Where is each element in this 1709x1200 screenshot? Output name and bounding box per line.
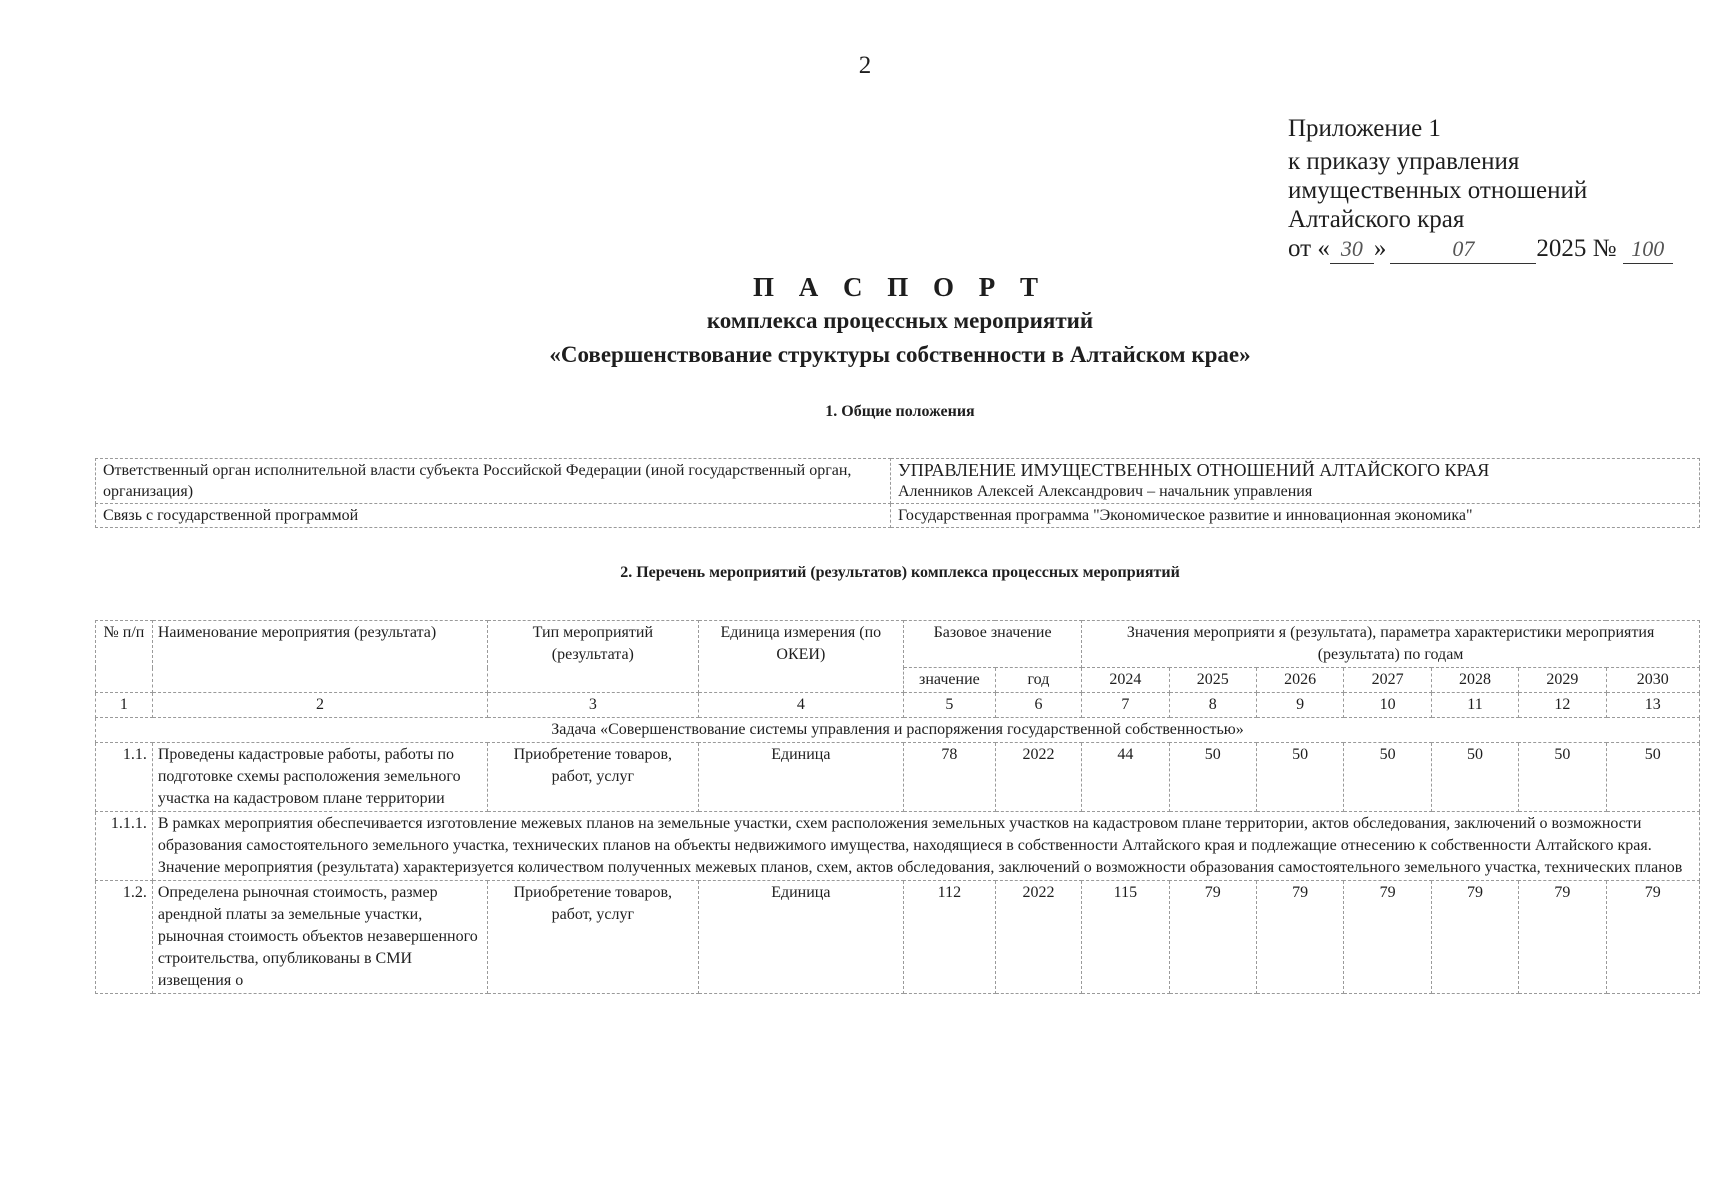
column-number: 10 bbox=[1344, 693, 1431, 718]
table-cell-value: Государственная программа "Экономическое развитие и инновационная экономика" bbox=[891, 504, 1700, 528]
header-year: 2030 bbox=[1606, 668, 1699, 693]
date-mid: » bbox=[1373, 235, 1387, 262]
row-name: Проведены кадастровые работы, работы по подготовке схемы расположения земельного участка на кадастровом плане территории bbox=[152, 743, 487, 812]
row-value: 79 bbox=[1256, 881, 1343, 994]
date-month: 07 bbox=[1390, 234, 1536, 264]
header-base-year: год bbox=[995, 668, 1081, 693]
header-year: 2025 bbox=[1169, 668, 1256, 693]
appendix-title: Приложение 1 bbox=[1288, 115, 1441, 142]
row-value: 115 bbox=[1082, 881, 1169, 994]
header-year: 2024 bbox=[1082, 668, 1169, 693]
row-value: 50 bbox=[1519, 743, 1606, 812]
column-number: 6 bbox=[995, 693, 1081, 718]
column-number: 8 bbox=[1169, 693, 1256, 718]
header-base: Базовое значение bbox=[904, 621, 1082, 668]
section2-heading: 2. Перечень мероприятий (результатов) комплекса процессных мероприятий bbox=[620, 564, 1180, 581]
header-name: Наименование мероприятия (результата) bbox=[152, 621, 487, 693]
date-day: 30 bbox=[1330, 234, 1374, 264]
column-number: 12 bbox=[1519, 693, 1606, 718]
row-base-value: 78 bbox=[904, 743, 996, 812]
appendix-line-order: к приказу управления bbox=[1288, 148, 1520, 175]
date-prefix: от « bbox=[1288, 235, 1330, 262]
row-value: 79 bbox=[1344, 881, 1431, 994]
row-unit: Единица bbox=[698, 743, 903, 812]
column-number: 2 bbox=[152, 693, 487, 718]
table-header-row bbox=[96, 621, 1700, 668]
header-base-value: значение bbox=[904, 668, 996, 693]
row-value: 50 bbox=[1344, 743, 1431, 812]
row-value: 50 bbox=[1256, 743, 1343, 812]
order-number: 100 bbox=[1623, 234, 1673, 264]
row-base-year: 2022 bbox=[995, 881, 1081, 994]
task-row bbox=[96, 718, 1700, 743]
appendix-line-region: Алтайского края bbox=[1288, 206, 1465, 233]
header-unit: Единица измерения (по ОКЕИ) bbox=[698, 621, 903, 693]
header-year: 2028 bbox=[1431, 668, 1518, 693]
row-value: 50 bbox=[1606, 743, 1699, 812]
column-number: 1 bbox=[96, 693, 153, 718]
appendix-line-department: имущественных отношений bbox=[1288, 177, 1588, 204]
column-number: 9 bbox=[1256, 693, 1343, 718]
header-year: 2029 bbox=[1519, 668, 1606, 693]
row-num: 1.2. bbox=[96, 881, 153, 994]
row-base-value: 112 bbox=[904, 881, 996, 994]
page-number: 2 bbox=[858, 52, 872, 79]
column-number: 13 bbox=[1606, 693, 1699, 718]
title-program-name: «Совершенствование структуры собственности в Алтайском крае» bbox=[549, 342, 1251, 367]
section1-heading: 1. Общие положения bbox=[825, 403, 975, 420]
table-row bbox=[96, 504, 1700, 528]
column-number: 5 bbox=[904, 693, 996, 718]
general-provisions-table bbox=[95, 458, 1700, 528]
title-subtitle: комплекса процессных мероприятий bbox=[706, 308, 1094, 333]
appendix-block bbox=[1288, 114, 1673, 264]
table-row bbox=[96, 459, 1700, 504]
header-values-by-year: Значения мероприяти я (результата), параметра характеристики мероприятия (результата) по годам bbox=[1082, 621, 1700, 668]
activities-table bbox=[95, 620, 1700, 994]
row-description: В рамках мероприятия обеспечивается изготовление межевых планов на земельные участки, схем расположения земельных участков на кадастровом плане территории, актов обследования, заключений о возможности образования самостоятельного земельного участка, технических планов на объекты недвижимого имущества, находящиеся в собственности Алтайского края и подлежащие отнесению к собственности Алтайского края. Значение мероприятия (результата) характеризуется количеством полученных межевых планов, схем, актов обследования, заключений о возможности образования самостоятельного земельного участка, технических планов bbox=[152, 812, 1699, 881]
header-type: Тип мероприятий (результата) bbox=[488, 621, 699, 693]
column-number: 11 bbox=[1431, 693, 1518, 718]
row-value: 79 bbox=[1519, 881, 1606, 994]
column-number: 7 bbox=[1082, 693, 1169, 718]
header-num: № п/п bbox=[96, 621, 153, 693]
column-number: 3 bbox=[488, 693, 699, 718]
row-value: 50 bbox=[1169, 743, 1256, 812]
row-value: 44 bbox=[1082, 743, 1169, 812]
date-year: 2025 № bbox=[1536, 235, 1617, 262]
table-row bbox=[96, 743, 1700, 812]
table-cell-label: Связь с государственной программой bbox=[96, 504, 891, 528]
row-value: 79 bbox=[1169, 881, 1256, 994]
row-value: 79 bbox=[1606, 881, 1699, 994]
title-passport: П А С П О Р Т bbox=[752, 272, 1047, 302]
table-cell-label: Ответственный орган исполнительной власти субъекта Российской Федерации (иной государственный орган, организация) bbox=[96, 459, 891, 504]
document-title bbox=[0, 270, 1709, 372]
responsible-agency: УПРАВЛЕНИЕ ИМУЩЕСТВЕННЫХ ОТНОШЕНИЙ АЛТАЙСКОГО КРАЯ bbox=[898, 460, 1490, 480]
table-row bbox=[96, 812, 1700, 881]
row-type: Приобретение товаров, работ, услуг bbox=[488, 881, 699, 994]
column-number-row bbox=[96, 693, 1700, 718]
row-name: Определена рыночная стоимость, размер арендной платы за земельные участки, рыночная стоимость объектов незавершенного строительства, опубликованы в СМИ извещения о bbox=[152, 881, 487, 994]
table-cell-value bbox=[891, 459, 1700, 504]
appendix-date-line bbox=[1288, 234, 1673, 264]
row-base-year: 2022 bbox=[995, 743, 1081, 812]
header-year: 2027 bbox=[1344, 668, 1431, 693]
responsible-person: Аленников Алексей Александрович – начальник управления bbox=[898, 483, 1313, 500]
row-type: Приобретение товаров, работ, услуг bbox=[488, 743, 699, 812]
header-year: 2026 bbox=[1256, 668, 1343, 693]
row-num: 1.1. bbox=[96, 743, 153, 812]
row-unit: Единица bbox=[698, 881, 903, 994]
task-title: Задача «Совершенствование системы управления и распоряжения государственной собственностью» bbox=[96, 718, 1700, 743]
column-number: 4 bbox=[698, 693, 903, 718]
row-value: 50 bbox=[1431, 743, 1518, 812]
table-row bbox=[96, 881, 1700, 994]
row-num: 1.1.1. bbox=[96, 812, 153, 881]
row-value: 79 bbox=[1431, 881, 1518, 994]
